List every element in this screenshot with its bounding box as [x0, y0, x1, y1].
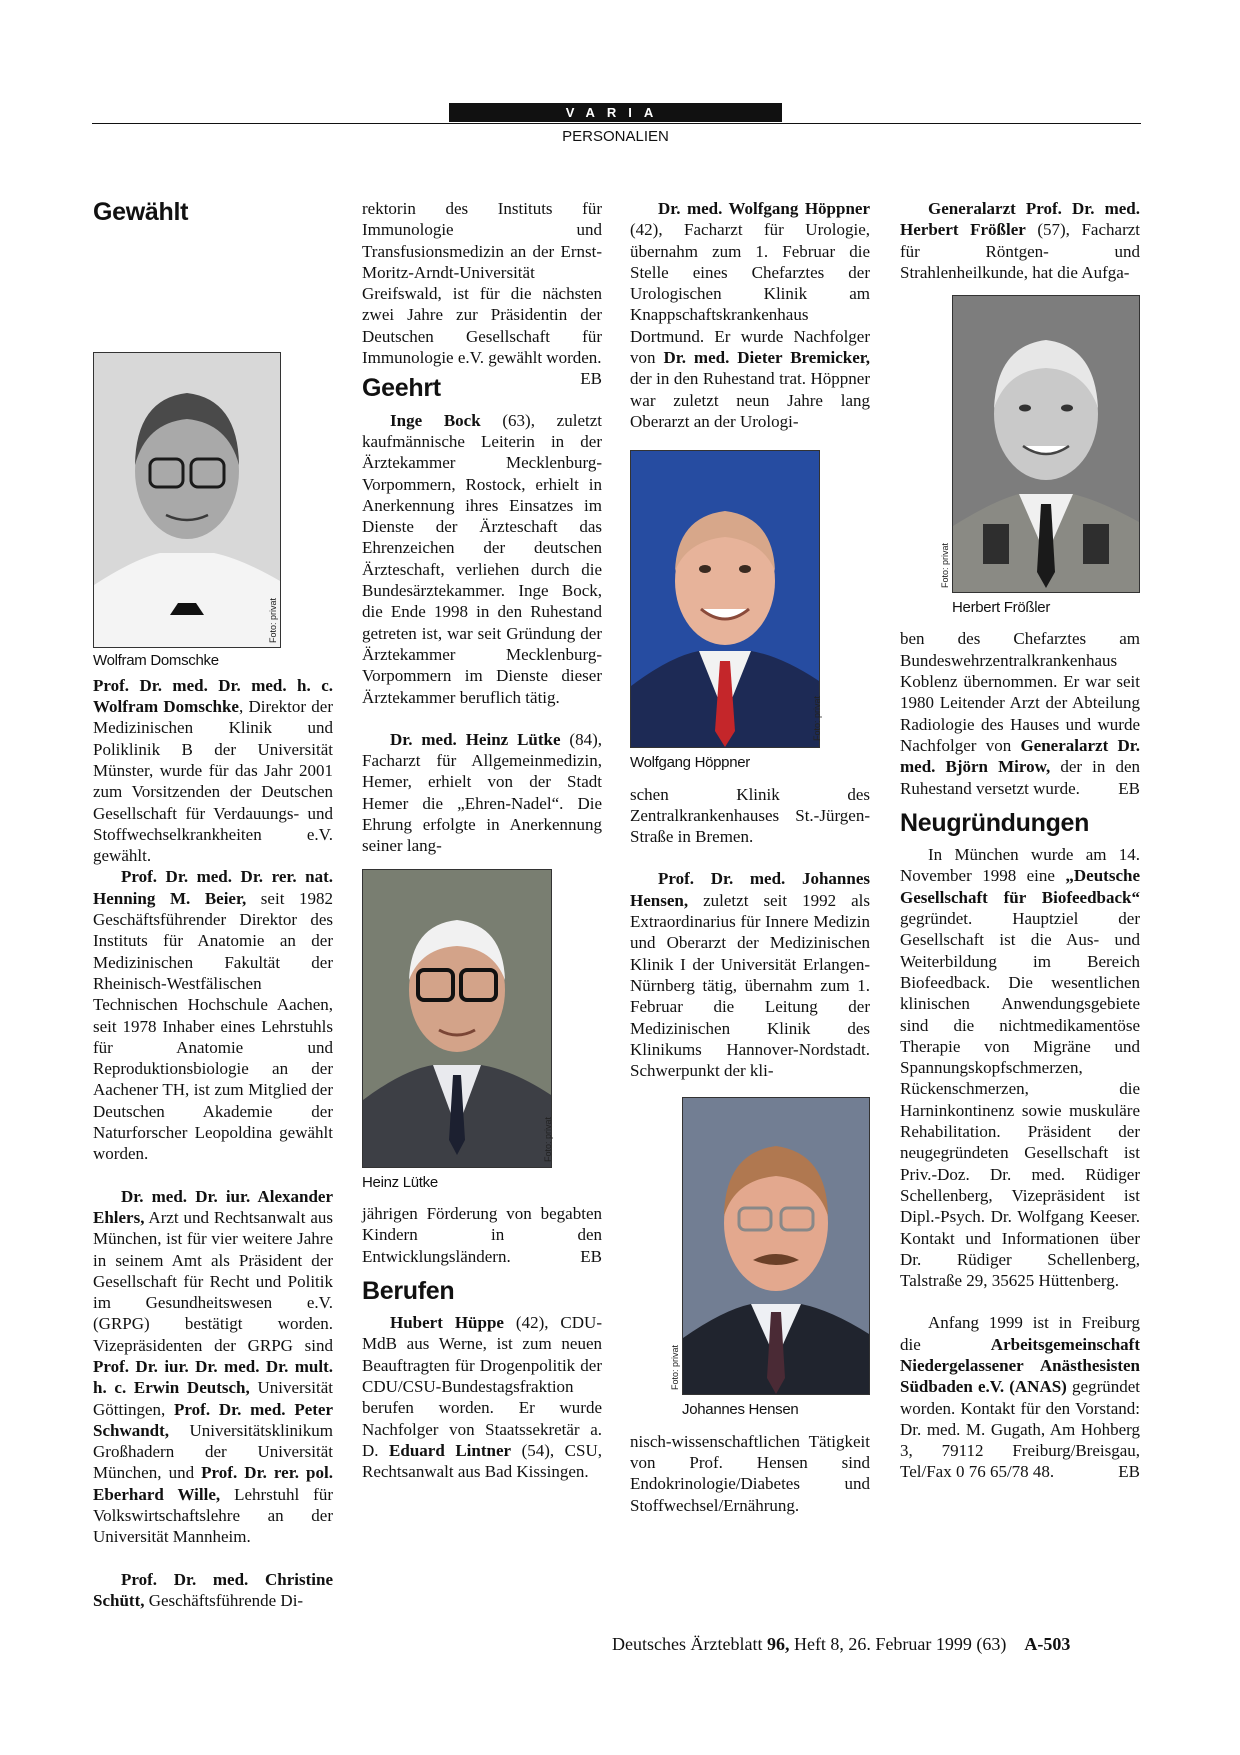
photo-luetke-figure — [362, 869, 602, 1193]
photo-credit: Foto: privat — [940, 543, 950, 589]
article-hensen: Prof. Dr. med. Johannes Hensen, zuletzt seit 1992 als Extraordinarius für Innere Medizin und Oberarzt der Medizinischen Klinik I der Universität Erlangen-Nürnberg tätig, übernahm zum 1. Februar die Leitung der Medizinischen Klinik des Klinikums Hannover-Nordstadt. Schwerpunkt der kli- — [630, 869, 870, 1081]
photo-hoeppner — [630, 450, 820, 748]
section-header: VARIA — [449, 103, 782, 122]
author-sign: EB — [580, 369, 602, 389]
author-sign: EB — [1118, 778, 1140, 798]
article-schuett-cont: rektorin des Instituts für Immunologie und Transfusionsmedizin an der Ernst-Moritz-Arndt-Universität Greifswald, ist für die nächsten zwei Jahre zur Präsidentin der Deutschen Gesellschaft für Immunologie e.V. gewählt worden. EB — [362, 199, 602, 389]
author-sign: EB — [1118, 1462, 1140, 1482]
column-2 — [362, 198, 602, 1482]
article-domschke: Prof. Dr. med. Dr. med. h. c. Wolfram Domschke, Direktor der Medizinischen Klinik und Poliklinik B der Universität Münster, wurde für das Jahr 2001 zum Vorsitzenden der Deutschen Gesellschaft für Verdauungs- und Stoffwechselkrankheiten e.V. gewählt. — [93, 233, 333, 866]
article-froessler-cont: ben des Chefarztes am Bundeswehrzentralkrankenhaus Koblenz übernommen. Er war seit 1980 Leitender Arzt der Abteilung Radiologie des Hauses und wurde Nachfolger von Generalarzt Dr. med. Björn Mirow, der in den Ruhestand versetzt wurde. EB — [900, 629, 1140, 798]
article-beier: Prof. Dr. med. Dr. rer. nat. Henning M. Beier, seit 1982 Geschäftsführender Direktor des Instituts für Anatomie an der Medizinischen Fakultät der Rheinisch-Westfälischen Technischen Hochschule Aachen, seit 1978 Inhaber eines Lehrstuhls für Anatomie und Reproduktionsbiologie an der Aachener TH, ist zum Mitglied der Deutschen Akademie der Naturforscher Leopoldina gewählt worden. — [93, 867, 333, 1164]
article-luetke: Dr. med. Heinz Lütke (84), Facharzt für Allgemeinmedizin, Hemer, erhielt von der Stadt Hemer die „Ehren-Nadel“. Die Ehrung erfolgte in Anerkennung seiner lang- — [362, 729, 602, 856]
journal-volume: 96, — [766, 1634, 790, 1654]
photo-caption-luetke: Heinz Lütke — [362, 1173, 438, 1191]
photo-froessler — [940, 295, 1140, 593]
photo-hensen-figure — [670, 1097, 870, 1420]
article-anas: Anfang 1999 ist in Freiburg die Arbeitsgemeinschaft Niedergelassener Anästhesisten Südbaden e.V. (ANAS) gegründet worden. Kontakt für den Vorstand: Dr. med. M. Gugath, Am Hohberg 3, 79112 Freiburg/Breisgau, Tel/Fax 0 76 65/78 48. EB — [900, 1313, 1141, 1482]
article-froessler: Generalarzt Prof. Dr. med. Herbert Frößler (57), Facharzt für Röntgen- und Strahlenheilkunde, hat die Aufga- — [900, 199, 1140, 282]
author-sign: EB — [580, 1246, 602, 1266]
photo-caption-froessler: Herbert Frößler — [952, 599, 1051, 617]
page-number: A-503 — [1024, 1634, 1071, 1654]
photo-froessler-figure — [940, 295, 1140, 618]
header-rule — [92, 123, 1141, 124]
article-bock: Inge Bock (63), zuletzt kaufmännische Leiterin in der Ärztekammer Mecklenburg-Vorpommern, Rostock, erhielt in Anerkennung ihres Einsatzes im Dienste der Ärzteschaft das Ehrenzeichen der deutschen Ärzteschaft, verliehen durch die Bundesärztekammer. Inge Bock, die Ende 1998 in den Ruhestand getreten ist, war seit Gründung der Ärztekammer Mecklenburg-Vorpommern im Dienste dieser Ärztekammer beruflich tätig. — [362, 410, 602, 707]
column-4 — [900, 198, 1140, 1483]
photo-credit: Foto: privat — [543, 1116, 553, 1162]
page-footer — [612, 1634, 1142, 1655]
photo-caption-domschke: Wolfram Domschke — [93, 651, 219, 669]
journal-issue: Heft 8, 26. Februar 1999 (63) — [789, 1634, 1007, 1654]
photo-hensen — [670, 1097, 870, 1395]
photo-credit: Foto: privat — [268, 597, 278, 643]
photo-credit: Foto: privat — [670, 1345, 680, 1391]
article-hoeppner-cont: schen Klinik des Zentralkrankenhauses St.-Jürgen-Straße in Bremen. — [630, 784, 870, 847]
article-ehlers: Dr. med. Dr. iur. Alexander Ehlers, Arzt und Rechtsanwalt aus München, ist für vier weitere Jahre in seinem Amt als Präsident der Gesellschaft für Recht und Politik im Gesundheitswesen e.V. (GRPG) bestätigt worden. Vizepräsidenten der GRPG sind Prof. Dr. iur. Dr. med. Dr. mult. h. c. Erwin Deutsch, Universität Göttingen, Prof. Dr. med. Peter Schwandt, Universitätsklinikum Großhadern der Universität München, und Prof. Dr. rer. pol. Eberhard Wille, Lehrstuhl für Volkswirtschaftslehre an der Universität Mannheim. — [93, 1186, 334, 1547]
photo-caption-hoeppner: Wolfgang Höppner — [630, 754, 751, 772]
article-luetke-cont: jährigen Förderung von begabten Kindern in den Entwicklungsländern. EB — [362, 1203, 602, 1266]
photo-credit: Foto: privat — [812, 696, 822, 742]
heading-geehrt: Geehrt — [362, 374, 441, 403]
column-3 — [630, 198, 870, 1516]
article-hoeppner: Dr. med. Wolfgang Höppner (42), Facharzt für Urologie, übernahm zum 1. Februar die Stelle eines Chefarztes der Urologischen Klinik am Knappschaftskrankenhaus Dortmund. Er wurde Nachfolger von Dr. med. Dieter Bremicker, der in den Ruhestand trat. Höppner war zuletzt neun Jahre lang Oberarzt an der Urologi- — [630, 199, 871, 431]
section-subheader: PERSONALIEN — [562, 128, 669, 145]
article-hensen-cont: nisch-wissenschaftlichen Tätigkeit von Prof. Hensen sind Endokrinologie/Diabetes und Stoffwechsel/Ernährung. — [630, 1431, 870, 1515]
photo-hoeppner-figure — [630, 450, 870, 773]
photo-luetke — [362, 869, 552, 1168]
heading-neugruendungen: Neugründungen — [900, 808, 1090, 837]
heading-gewaehlt: Gewählt — [93, 198, 189, 226]
photo-domschke — [93, 352, 281, 648]
article-schuett: Prof. Dr. med. Christine Schütt, Geschäftsführende Di- — [93, 1569, 333, 1610]
article-biofeedback: In München wurde am 14. November 1998 eine „Deutsche Gesellschaft für Biofeedback“ gegründet. Hauptziel der Gesellschaft ist die Aus- und Weiterbildung im Bereich Biofeedback. Die wesentlichen klinischen Anwendungsgebiete sind die nichtmedikamentöse Therapie von Migräne und Spannungskopfschmerzen, Rückenschmerzen, die Harninkontinenz sowie muskuläre Rehabilitation. Präsident der neugegründeten Gesellschaft ist Priv.-Doz. Dr. med. Rüdiger Schellenberg, Vizepräsident ist Dipl.-Psych. Dr. Wolfgang Keeser. Kontakt und Informationen über Dr. Rüdiger Schellenberg, Talstraße 29, 35625 Hüttenberg. — [900, 845, 1140, 1291]
journal-name: Deutsches Ärzteblatt — [612, 1634, 767, 1654]
photo-domschke-block — [93, 352, 281, 679]
article-hueppe: Hubert Hüppe (42), CDU-MdB aus Werne, ist zum neuen Beauftragten für Drogenpolitik der CDU/CSU-Bundestagsfraktion berufen worden. Er wurde Nachfolger von Staatssekretär a. D. Eduard Lintner (54), CSU, Rechtsanwalt aus Bad Kissingen. — [362, 1313, 602, 1482]
heading-berufen: Berufen — [362, 1276, 455, 1305]
photo-caption-hensen: Johannes Hensen — [682, 1401, 799, 1419]
